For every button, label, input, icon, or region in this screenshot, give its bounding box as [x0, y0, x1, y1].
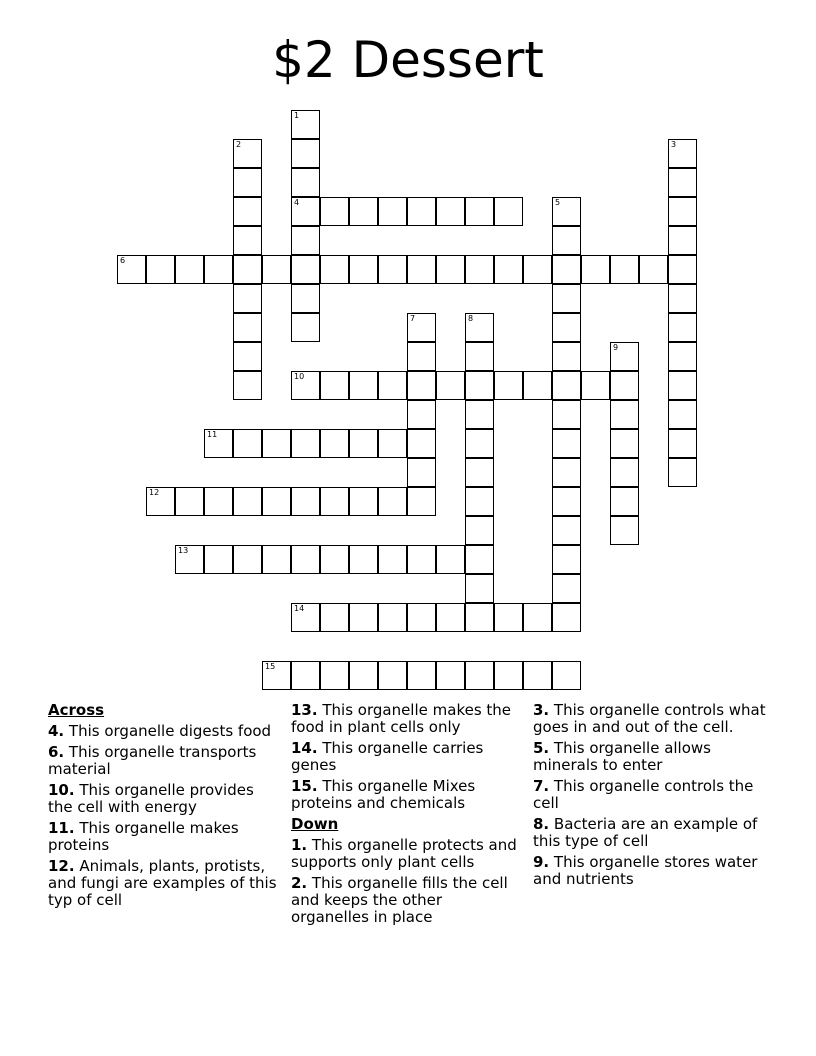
grid-cell[interactable]: [233, 226, 262, 255]
grid-cell[interactable]: [407, 487, 436, 516]
grid-cell[interactable]: [523, 371, 552, 400]
grid-cell[interactable]: [291, 429, 320, 458]
grid-cell[interactable]: [320, 487, 349, 516]
grid-cell[interactable]: [175, 487, 204, 516]
grid-cell[interactable]: [668, 168, 697, 197]
cell-number: 3: [671, 140, 677, 149]
grid-cell[interactable]: [175, 255, 204, 284]
grid-cell[interactable]: [465, 574, 494, 603]
grid-cell[interactable]: [494, 661, 523, 690]
grid-cell[interactable]: [494, 197, 523, 226]
clue-number: 7.: [533, 777, 550, 795]
clue-down-9: [533, 854, 769, 888]
cell-number: 8: [468, 314, 474, 323]
grid-cell[interactable]: [494, 603, 523, 632]
grid-cell[interactable]: [668, 284, 697, 313]
grid-cell[interactable]: [146, 487, 175, 516]
grid-cell[interactable]: [668, 139, 697, 168]
clue-across-15: [291, 778, 523, 812]
grid-cell[interactable]: [523, 603, 552, 632]
clue-number: 4.: [48, 722, 65, 740]
page-title: $2 Dessert: [272, 31, 544, 89]
grid-cell[interactable]: [262, 429, 291, 458]
grid-cell[interactable]: [291, 284, 320, 313]
grid-cell[interactable]: [668, 226, 697, 255]
grid-cell[interactable]: [378, 255, 407, 284]
grid-cell[interactable]: [436, 661, 465, 690]
down-heading: Down: [291, 815, 339, 833]
grid-cell[interactable]: [320, 545, 349, 574]
grid-cell[interactable]: [552, 487, 581, 516]
clue-down-5: [533, 740, 769, 774]
grid-cell[interactable]: [668, 255, 697, 284]
grid-cell[interactable]: [639, 255, 668, 284]
grid-cell[interactable]: [610, 429, 639, 458]
clue-number: 12.: [48, 857, 75, 875]
grid-cell[interactable]: [233, 139, 262, 168]
grid-cell[interactable]: [204, 487, 233, 516]
cell-number: 9: [613, 343, 619, 352]
grid-cell[interactable]: [552, 458, 581, 487]
grid-cell[interactable]: [291, 603, 320, 632]
clue-across-12: [48, 858, 280, 909]
grid-cell[interactable]: [465, 603, 494, 632]
clue-across-4: [48, 723, 280, 740]
grid-cell[interactable]: [436, 255, 465, 284]
grid-cell[interactable]: [407, 371, 436, 400]
grid-cell[interactable]: [320, 661, 349, 690]
across-heading: Across: [48, 701, 105, 719]
clue-number: 9.: [533, 853, 550, 871]
clue-text: Animals, plants, protists, and fungi are examples of this typ of cell: [48, 857, 277, 909]
cell-number: 12: [149, 488, 160, 497]
grid-cell[interactable]: [610, 255, 639, 284]
clue-down-1: [291, 837, 523, 871]
grid-cell[interactable]: [610, 371, 639, 400]
grid-cell[interactable]: [465, 400, 494, 429]
grid-cell[interactable]: [175, 545, 204, 574]
grid-cell[interactable]: [523, 255, 552, 284]
grid-cell[interactable]: [233, 313, 262, 342]
grid-cell[interactable]: [552, 603, 581, 632]
grid-cell[interactable]: [407, 661, 436, 690]
grid-cell[interactable]: [378, 661, 407, 690]
grid-cell[interactable]: [610, 342, 639, 371]
grid-cell[interactable]: [465, 429, 494, 458]
grid-cell[interactable]: [436, 603, 465, 632]
clue-number: 3.: [533, 701, 550, 719]
grid-cell[interactable]: [668, 400, 697, 429]
clue-number: 10.: [48, 781, 75, 799]
grid-cell[interactable]: [552, 226, 581, 255]
grid-cell[interactable]: [407, 603, 436, 632]
grid-cell[interactable]: [436, 545, 465, 574]
grid-cell[interactable]: [465, 255, 494, 284]
grid-cell[interactable]: [291, 371, 320, 400]
cell-number: 7: [410, 314, 416, 323]
grid-cell[interactable]: [349, 603, 378, 632]
grid-cell[interactable]: [378, 371, 407, 400]
clue-column-3: [533, 702, 769, 892]
grid-cell[interactable]: [320, 255, 349, 284]
grid-cell[interactable]: [581, 371, 610, 400]
grid-cell[interactable]: [552, 574, 581, 603]
grid-cell[interactable]: [668, 458, 697, 487]
grid-cell[interactable]: [552, 284, 581, 313]
cell-number: 15: [265, 662, 276, 671]
grid-cell[interactable]: [233, 429, 262, 458]
grid-cell[interactable]: [668, 197, 697, 226]
grid-cell[interactable]: [494, 371, 523, 400]
grid-cell[interactable]: [552, 661, 581, 690]
grid-cell[interactable]: [436, 371, 465, 400]
grid-cell[interactable]: [146, 255, 175, 284]
grid-cell[interactable]: [436, 197, 465, 226]
grid-cell[interactable]: [610, 487, 639, 516]
clue-number: 11.: [48, 819, 75, 837]
grid-cell[interactable]: [465, 371, 494, 400]
grid-cell[interactable]: [204, 545, 233, 574]
grid-cell[interactable]: [407, 313, 436, 342]
grid-cell[interactable]: [668, 429, 697, 458]
clue-text: This organelle makes the food in plant cells only: [291, 701, 512, 736]
grid-cell[interactable]: [552, 197, 581, 226]
cell-number: 1: [294, 111, 300, 120]
grid-cell[interactable]: [552, 516, 581, 545]
grid-cell[interactable]: [378, 545, 407, 574]
cell-number: 5: [555, 198, 561, 207]
grid-cell[interactable]: [668, 313, 697, 342]
grid-cell[interactable]: [320, 603, 349, 632]
clue-column-2: [291, 702, 523, 930]
grid-cell[interactable]: [291, 313, 320, 342]
clue-text: This organelle transports material: [48, 743, 257, 778]
cell-number: 11: [207, 430, 218, 439]
cell-number: 6: [120, 256, 126, 265]
clue-text: This organelle Mixes proteins and chemicals: [291, 777, 476, 812]
grid-cell[interactable]: [117, 255, 146, 284]
grid-cell[interactable]: [262, 661, 291, 690]
grid-cell[interactable]: [204, 429, 233, 458]
clue-across-11: [48, 820, 280, 854]
clue-across-6: [48, 744, 280, 778]
grid-cell[interactable]: [349, 545, 378, 574]
grid-cell[interactable]: [320, 429, 349, 458]
grid-cell[interactable]: [407, 400, 436, 429]
grid-cell[interactable]: [291, 661, 320, 690]
grid-cell[interactable]: [552, 400, 581, 429]
grid-cell[interactable]: [668, 342, 697, 371]
grid-cell[interactable]: [407, 458, 436, 487]
grid-cell[interactable]: [349, 429, 378, 458]
grid-cell[interactable]: [291, 168, 320, 197]
grid-cell[interactable]: [291, 139, 320, 168]
clue-down-2: [291, 875, 523, 926]
grid-cell[interactable]: [262, 487, 291, 516]
grid-cell[interactable]: [349, 255, 378, 284]
grid-cell[interactable]: [349, 661, 378, 690]
cell-number: 14: [294, 604, 305, 613]
grid-cell[interactable]: [349, 197, 378, 226]
clue-down-8: [533, 816, 769, 850]
grid-cell[interactable]: [320, 197, 349, 226]
grid-cell[interactable]: [465, 197, 494, 226]
grid-cell[interactable]: [291, 110, 320, 139]
grid-cell[interactable]: [465, 487, 494, 516]
grid-cell[interactable]: [465, 545, 494, 574]
clue-text: This organelle fills the cell and keeps the other organelles in place: [291, 874, 508, 926]
grid-cell[interactable]: [378, 603, 407, 632]
grid-cell[interactable]: [465, 313, 494, 342]
clue-text: Bacteria are an example of this type of cell: [533, 815, 758, 850]
grid-cell[interactable]: [378, 197, 407, 226]
clue-across-13: [291, 702, 523, 736]
grid-cell[interactable]: [233, 255, 262, 284]
grid-cell[interactable]: [407, 255, 436, 284]
clue-number: 14.: [291, 739, 318, 757]
grid-cell[interactable]: [233, 197, 262, 226]
grid-cell[interactable]: [233, 168, 262, 197]
clue-text: This organelle stores water and nutrients: [533, 853, 758, 888]
grid-cell[interactable]: [465, 516, 494, 545]
clue-text: This organelle allows minerals to enter: [533, 739, 711, 774]
grid-cell[interactable]: [233, 545, 262, 574]
cell-number: 13: [178, 546, 189, 555]
clue-text: This organelle makes proteins: [48, 819, 239, 854]
grid-cell[interactable]: [291, 545, 320, 574]
cell-number: 4: [294, 198, 300, 207]
grid-cell[interactable]: [465, 458, 494, 487]
grid-cell[interactable]: [262, 545, 291, 574]
clue-number: 2.: [291, 874, 308, 892]
grid-cell[interactable]: [407, 545, 436, 574]
clue-text: This organelle controls the cell: [533, 777, 754, 812]
grid-cell[interactable]: [668, 371, 697, 400]
grid-cell[interactable]: [233, 371, 262, 400]
cell-number: 2: [236, 140, 242, 149]
clue-number: 8.: [533, 815, 550, 833]
grid-cell[interactable]: [233, 342, 262, 371]
clue-number: 1.: [291, 836, 308, 854]
clue-number: 15.: [291, 777, 318, 795]
grid-cell[interactable]: [552, 313, 581, 342]
grid-cell[interactable]: [291, 255, 320, 284]
clue-number: 6.: [48, 743, 65, 761]
grid-cell[interactable]: [291, 197, 320, 226]
cell-number: 10: [294, 372, 305, 381]
clue-text: This organelle carries genes: [291, 739, 484, 774]
grid-cell[interactable]: [552, 429, 581, 458]
clue-text: This organelle digests food: [68, 722, 272, 740]
grid-cell[interactable]: [523, 661, 552, 690]
grid-cell[interactable]: [552, 342, 581, 371]
grid-cell[interactable]: [552, 255, 581, 284]
clue-text: This organelle provides the cell with energy: [48, 781, 254, 816]
grid-cell[interactable]: [204, 255, 233, 284]
grid-cell[interactable]: [233, 487, 262, 516]
grid-cell[interactable]: [349, 487, 378, 516]
grid-cell[interactable]: [378, 429, 407, 458]
clue-number: 5.: [533, 739, 550, 757]
clue-down-3: [533, 702, 769, 736]
grid-cell[interactable]: [407, 429, 436, 458]
grid-cell[interactable]: [378, 487, 407, 516]
clue-across-14: [291, 740, 523, 774]
grid-cell[interactable]: [610, 516, 639, 545]
grid-cell[interactable]: [320, 371, 349, 400]
clue-column-1: [48, 702, 280, 913]
grid-cell[interactable]: [610, 458, 639, 487]
grid-cell[interactable]: [349, 371, 378, 400]
grid-cell[interactable]: [407, 342, 436, 371]
grid-cell[interactable]: [552, 371, 581, 400]
grid-cell[interactable]: [291, 226, 320, 255]
grid-cell[interactable]: [465, 342, 494, 371]
grid-cell[interactable]: [291, 487, 320, 516]
grid-cell[interactable]: [552, 545, 581, 574]
clue-text: This organelle controls what goes in and out of the cell.: [533, 701, 766, 736]
grid-cell[interactable]: [233, 284, 262, 313]
grid-cell[interactable]: [610, 400, 639, 429]
clue-down-7: [533, 778, 769, 812]
grid-cell[interactable]: [494, 255, 523, 284]
grid-cell[interactable]: [465, 661, 494, 690]
clue-number: 13.: [291, 701, 318, 719]
clue-across-10: [48, 782, 280, 816]
clue-text: This organelle protects and supports only plant cells: [291, 836, 517, 871]
grid-cell[interactable]: [262, 255, 291, 284]
grid-cell[interactable]: [407, 197, 436, 226]
grid-cell[interactable]: [581, 255, 610, 284]
